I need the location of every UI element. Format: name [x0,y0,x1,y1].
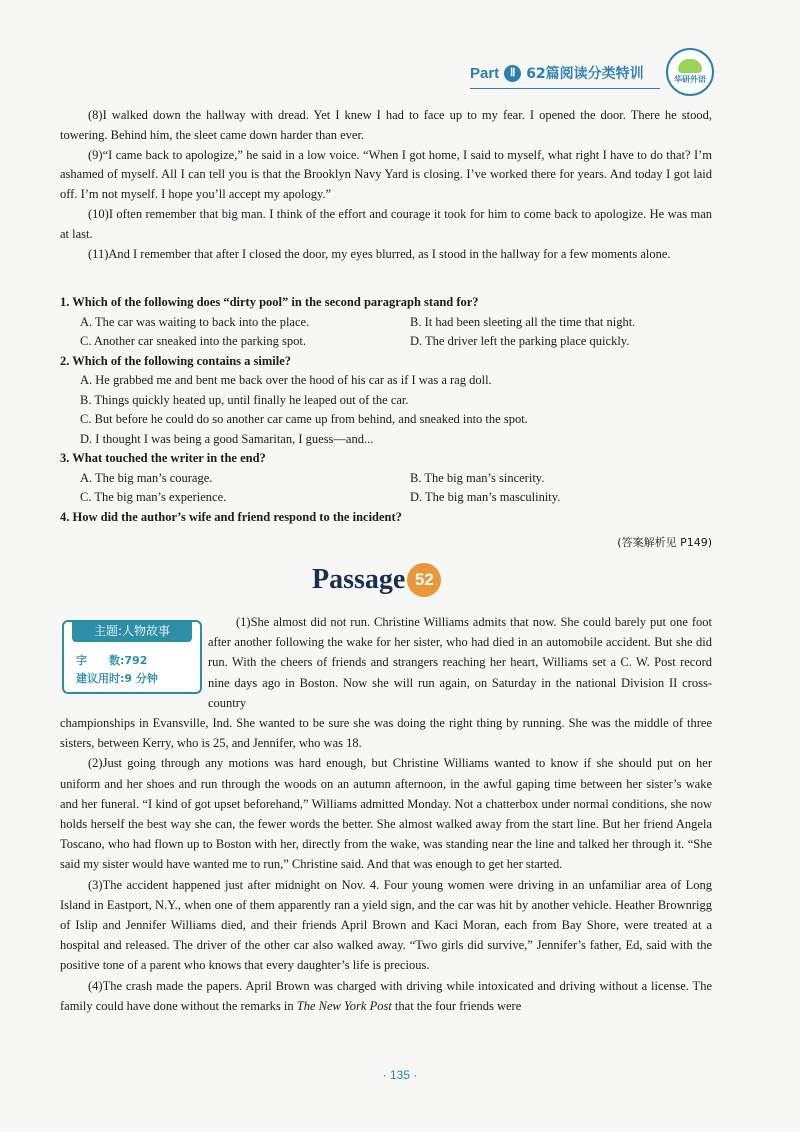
paragraph: championships in Evansville, Ind. She wanted to be sure she was doing the right thing by running. She was the middle of three sisters, between Kerry, who is 25, and Jennifer, who was 18. [60,716,712,751]
question: 4. How did the author’s wife and friend respond to the incident? [60,509,402,524]
paragraph-text: that the four friends were [391,998,522,1013]
option: A. The big man’s courage. [80,470,213,485]
passage-info-box [62,620,202,694]
passage-52-body [60,713,712,1016]
paragraph: (10)I often remember that big man. I think of the effort and courage it took for him to come back to apologize. He was man at last. [60,206,712,241]
paragraph: (2)Just going through any motions was hard enough, but Christine Williams wanted to know if she should put on her uniform and her shoes and run through the woods on an autumn afternoon, in the awful gaping time between her sister’s wake and her funeral. “I kind of got upset beforehand,” Williams admitted Monday. Not a chatterbox under normal conditions, she now holds herself the best way she can, the fewer words the better. She almost walked away from the start line. But her friend Angela Toscano, who had flown up to Boston with her, directly from the wake, was standing near the line and talked her through it. “She said my sister would have wanted me to run,” Christine said. And that was enough to get her started. [60,756,712,872]
option: D. I thought I was being a good Samaritan, I guess—and... [80,431,374,446]
paragraph: (8)I walked down the hallway with dread. Yet I knew I had to face up to my fear. I opened the door. There he stood, towering. Behind him, the sleet came down harder than ever. [60,108,712,142]
passage-title [312,563,441,597]
page-number: · 135 · [382,1068,418,1082]
paragraph: (1)She almost did not run. Christine Williams admits that now. She could barely put one foot after another following the wake for her sister, who had died in an automobile accident. But she did run. With the cheers of friends and strangers reaching her heart, Williams set a C. W. Post record nine days ago in Boston. Now she will run again, on Saturday in the national Division II cross-country [208,615,712,710]
passage-title-text: Passage [312,564,406,595]
answer-reference: (答案解析见 P149) [617,536,712,549]
questions [60,293,712,553]
logo-text: 华研外语 [674,75,706,84]
options [60,313,712,352]
question: 3. What touched the writer in the end? [60,451,266,465]
question: 2. Which of the following contains a simile? [60,353,292,368]
suggested-time: 建议用时:9 分钟 [76,672,158,685]
passage-number-badge: 52 [407,563,441,597]
page-header [470,58,644,88]
word-count: 字 数:792 [76,654,148,667]
frog-icon [678,59,702,73]
paragraph: (3)The accident happened just after midnight on Nov. 4. Four young women were driving in an unfamiliar area of Long Island in Eastport, N.Y., when one of them apparently ran a yield sign, and the car was hit by another vehicle. Heather Brownrigg of Islip and Jennifer Williams died, and their friends April Brown and Kaci Moran, each from Bay Shore, were treated at a hospital and released. The driver of the other car also walked away. “Two girls did survive,” Jennifer’s father, Ed, said with the positive tone of a parent who knows that every daughter’s life is precious. [60,877,712,973]
options [60,469,712,508]
option: C. Another car sneaked into the parking spot. [80,334,306,348]
header-divider [470,88,660,89]
option: D. The driver left the parking place quickly. [410,334,630,348]
option: D. The big man’s masculinity. [410,490,561,504]
option: C. The big man’s experience. [80,490,227,504]
publisher-logo [666,48,714,96]
option: B. The big man’s sincerity. [410,470,545,485]
paragraph: (11)And I remember that after I closed the door, my eyes blurred, as I stood in the hallway for a few moments alone. [88,246,671,261]
part-label: Part [470,64,500,82]
options [60,371,712,449]
paragraph [60,976,712,1016]
option: A. He grabbed me and bent me back over the hood of his car as if I was a rag doll. [80,373,492,387]
paragraph: (9)“I came back to apologize,” he said in a low voice. “When I got home, I said to myself, what right I have to do that? I’m ashamed of myself. All I can tell you is that the Brooklyn Navy Yard is closing. I’ve worked there for years. And today I got laid off. I’m not myself. I hope you’ll accept my apology.” [60,147,712,202]
newspaper-title: The New York Post [296,998,392,1013]
book-section-title: 62篇阅读分类特训 [526,66,644,82]
previous-passage [60,106,712,264]
option: B. Things quickly heated up, until finally he leaped out of the car. [80,392,409,407]
option: C. But before he could do so another car came up from behind, and sneaked into the spot. [80,412,528,426]
theme-label: 主题:人物故事 [72,620,192,642]
question: 1. Which of the following does “dirty pool” in the second paragraph stand for? [60,295,479,309]
option: B. It had been sleeting all the time that night. [410,314,636,329]
part-number-badge: Ⅱ [504,65,521,82]
option: A. The car was waiting to back into the place. [80,314,310,329]
paragraph-text: (4)The crash made the papers. April Brown was charged with driving while intoxicated and driving without a license. The family could have done without the remarks in [60,978,712,1013]
